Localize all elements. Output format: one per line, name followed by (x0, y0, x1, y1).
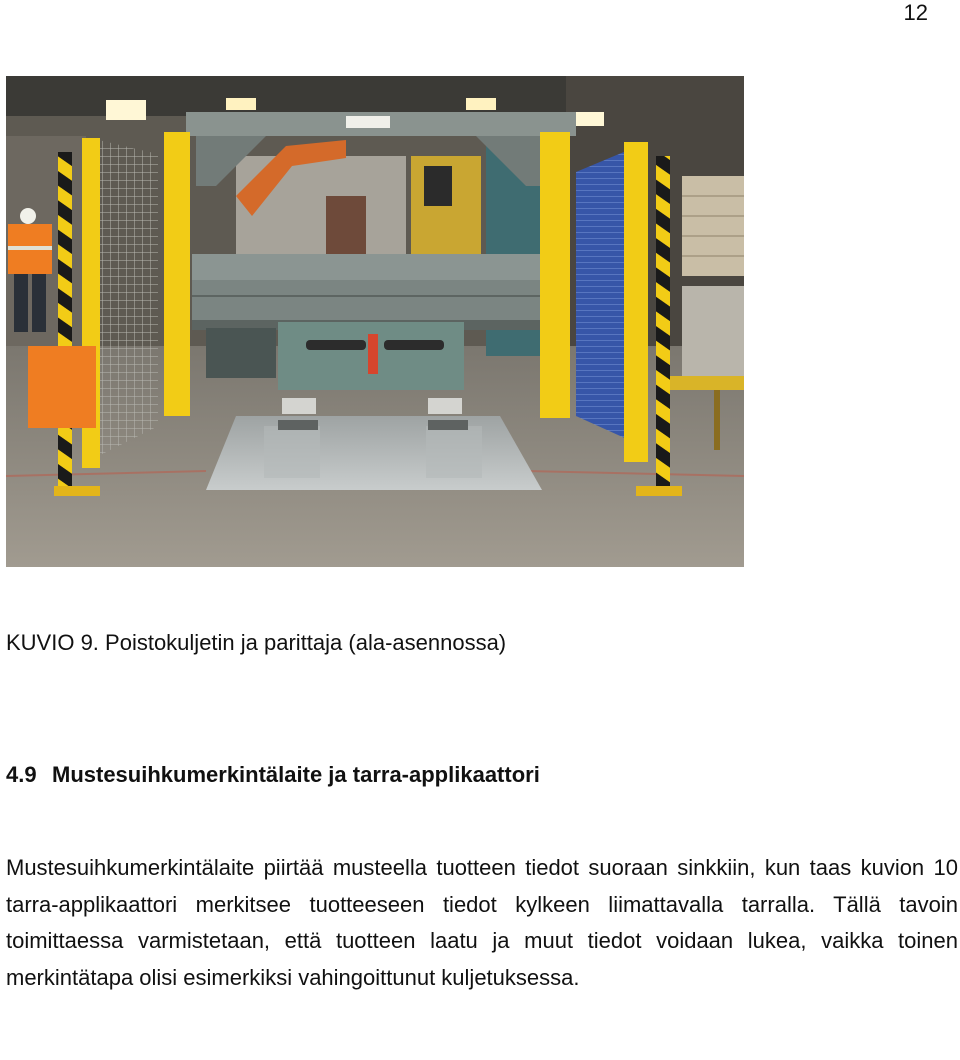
metal-stack (682, 286, 744, 376)
hazard-post-left (58, 152, 72, 492)
pairing-machine-body (192, 280, 542, 320)
ceiling-light (226, 98, 256, 110)
hazard-post-right (656, 156, 670, 492)
background-door (326, 196, 366, 256)
section-title: Mustesuihkumerkintälaite ja tarra-applikaattori (52, 762, 540, 787)
yellow-post (540, 132, 570, 418)
metal-ramp (206, 416, 542, 490)
page-number: 12 (903, 0, 928, 25)
storage-shelf (682, 176, 744, 276)
section-number: 4.9 (6, 762, 37, 787)
orange-container (28, 346, 96, 428)
section-heading (6, 760, 540, 790)
workbench (670, 376, 744, 390)
worker-helmet (20, 208, 36, 224)
yellow-post (624, 142, 648, 462)
figure-caption: KUVIO 9. Poistokuljetin ja parittaja (ala-asennossa) (6, 630, 507, 655)
ceiling-light (576, 112, 604, 126)
body-paragraph: Mustesuihkumerkintälaite piirtää musteella tuotteen tiedot suoraan sinkkiin, kun taas kuvion 10 tarra-applikaattori merkitsee tuotteeseen tiedot kylkeen liimattavalla tarralla. Tällä tavoin toimittaessa varmistetaan, että tuotteen laatu ja muut tiedot voidaan lukea, vaikka toinen merkintätapa olisi esimerkiksi vahingoittunut kuljetuksessa. (6, 855, 958, 990)
machine-sign (346, 116, 390, 128)
factory-conveyor-photo (6, 76, 744, 567)
ceiling-light (466, 98, 496, 110)
left-safety-fence (90, 138, 158, 460)
ceiling-light (106, 100, 146, 120)
yellow-post (164, 132, 190, 416)
pairing-machine-top (192, 254, 542, 280)
figure-photo (6, 76, 744, 567)
